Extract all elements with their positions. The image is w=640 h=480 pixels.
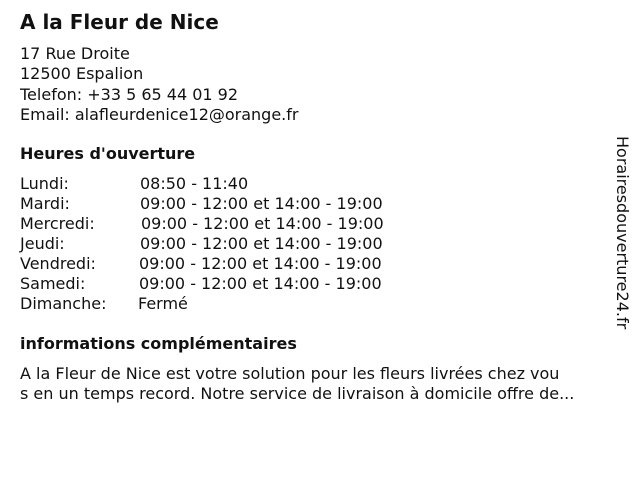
day-label: Dimanche:: [20, 294, 107, 313]
phone-number: Telefon: +33 5 65 44 01 92: [20, 84, 239, 104]
email-address: Email: alafleurdenice12@orange.fr: [20, 104, 299, 124]
day-label: Samedi:: [20, 274, 86, 293]
time-range: 08:50 - 11:40: [140, 174, 249, 193]
description-line: A la Fleur de Nice est votre solution pour les fleurs livrées chez vou: [20, 364, 560, 383]
time-range: 09:00 - 12:00 et 14:00 - 19:00: [140, 194, 383, 213]
business-description: [20, 364, 620, 404]
hours-row-wednesday: [20, 214, 384, 234]
day-label: Mercredi:: [20, 214, 95, 233]
time-range: 09:00 - 12:00 et 14:00 - 19:00: [141, 214, 384, 233]
hours-row-saturday: [20, 274, 384, 294]
address-block: [20, 44, 298, 125]
opening-hours-list: [20, 174, 384, 314]
street-address: 17 Rue Droite: [20, 44, 130, 63]
page-title: A la Fleur de Nice: [20, 10, 219, 34]
hours-row-sunday: [20, 294, 384, 314]
hours-row-friday: [20, 254, 384, 274]
site-watermark: Horairesdouverture24.fr: [613, 136, 632, 330]
day-label: Lundi:: [20, 174, 69, 193]
city-address: 12500 Espalion: [20, 64, 144, 84]
time-range: Fermé: [138, 294, 188, 313]
opening-hours-heading: Heures d'ouverture: [20, 144, 196, 163]
hours-row-thursday: [20, 234, 384, 254]
day-label: Vendredi:: [20, 254, 96, 273]
additional-info-heading: informations complémentaires: [20, 334, 297, 353]
day-label: Mardi:: [20, 194, 70, 213]
hours-row-monday: [20, 174, 384, 194]
description-line: s en un temps record. Notre service de livraison à domicile offre de...: [20, 384, 575, 403]
time-range: 09:00 - 12:00 et 14:00 - 19:00: [139, 254, 382, 273]
hours-row-tuesday: [20, 194, 384, 214]
day-label: Jeudi:: [20, 234, 65, 253]
time-range: 09:00 - 12:00 et 14:00 - 19:00: [139, 274, 382, 293]
time-range: 09:00 - 12:00 et 14:00 - 19:00: [140, 234, 383, 253]
